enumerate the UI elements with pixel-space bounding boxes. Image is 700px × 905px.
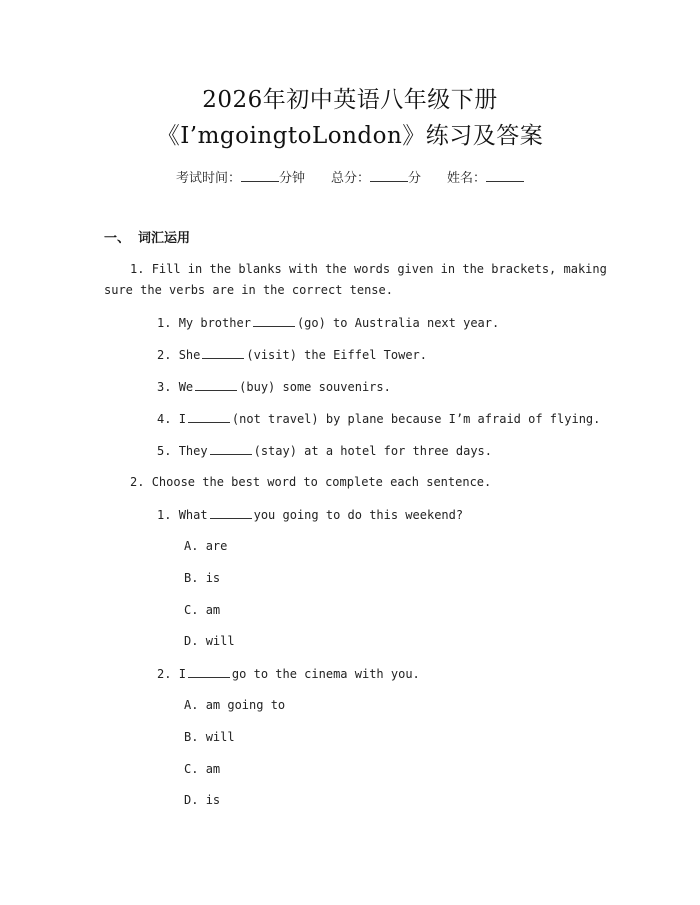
section-number: 一、 [104, 231, 131, 246]
item-text: (buy) some souvenirs. [239, 380, 391, 394]
option-letter: C. [184, 603, 199, 617]
list-item [157, 505, 463, 524]
option-text: will [205, 730, 235, 744]
answer-blank[interactable] [202, 345, 244, 359]
option-text: am going to [205, 698, 286, 712]
list-item [157, 313, 499, 332]
question-number: 1. [130, 262, 145, 276]
answer-blank[interactable] [188, 664, 230, 678]
total-score-blank [370, 167, 408, 182]
option-d[interactable] [184, 791, 220, 809]
question-1-instruction-cont: sure the verbs are in the correct tense. [104, 283, 393, 297]
item-text: I [178, 412, 186, 426]
document-title-line-2: 《I’mgoingtoLondon》练习及答案 [156, 123, 544, 149]
answer-blank[interactable] [210, 505, 252, 519]
option-d[interactable] [184, 632, 235, 650]
item-number: 4. [157, 412, 172, 426]
item-text: you going to do this weekend? [253, 508, 464, 522]
item-text: I [178, 667, 186, 681]
answer-blank[interactable] [195, 377, 237, 391]
exam-info-row [0, 167, 700, 189]
total-score-label: 总分： [330, 171, 370, 186]
section-title: 词汇运用 [138, 231, 191, 246]
option-text: will [205, 634, 235, 648]
exam-time-unit: 分钟 [278, 171, 305, 186]
question-2-instruction [130, 473, 491, 491]
list-item [157, 441, 492, 460]
option-a[interactable] [184, 537, 227, 555]
option-c[interactable] [184, 760, 220, 778]
option-text: is [205, 793, 221, 807]
answer-blank[interactable] [188, 409, 230, 423]
option-b[interactable] [184, 728, 235, 746]
item-text: My brother [178, 316, 251, 330]
option-letter: B. [184, 571, 199, 585]
answer-blank[interactable] [210, 441, 252, 455]
option-letter: A. [184, 698, 199, 712]
answer-blank[interactable] [253, 313, 295, 327]
question-text: Choose the best word to complete each sentence. [151, 475, 492, 489]
exam-time-label: 考试时间： [175, 171, 241, 186]
option-text: am [205, 603, 221, 617]
student-name-label: 姓名： [447, 171, 487, 186]
list-item [157, 409, 600, 428]
item-text: They [178, 444, 208, 458]
item-text: What [178, 508, 208, 522]
item-number: 1. [157, 508, 172, 522]
student-name-blank [486, 167, 524, 182]
item-text: go to the cinema with you. [231, 667, 420, 681]
exam-time-blank [241, 167, 279, 182]
list-item [157, 664, 420, 683]
item-text: We [178, 380, 194, 394]
option-letter: C. [184, 762, 199, 776]
option-letter: B. [184, 730, 199, 744]
item-number: 3. [157, 380, 172, 394]
item-text: (go) to Australia next year. [296, 316, 500, 330]
option-b[interactable] [184, 569, 220, 587]
section-heading [104, 229, 190, 249]
item-number: 2. [157, 348, 172, 362]
item-number: 1. [157, 316, 172, 330]
option-c[interactable] [184, 601, 220, 619]
option-text: are [205, 539, 228, 553]
option-a[interactable] [184, 696, 285, 714]
item-text: She [178, 348, 201, 362]
option-letter: A. [184, 539, 199, 553]
document-title-line-1: 2026年初中英语八年级下册 [202, 87, 498, 113]
option-letter: D. [184, 793, 199, 807]
item-text: (visit) the Eiffel Tower. [246, 348, 427, 362]
list-item [157, 377, 391, 396]
item-text: (not travel) by plane because I’m afraid of flying. [231, 412, 601, 426]
question-1-instruction [130, 260, 607, 278]
item-number: 5. [157, 444, 172, 458]
option-letter: D. [184, 634, 199, 648]
total-score-unit: 分 [408, 171, 422, 186]
item-text: (stay) at a hotel for three days. [253, 444, 493, 458]
item-number: 2. [157, 667, 172, 681]
list-item [157, 345, 427, 364]
question-text: Fill in the blanks with the words given in the brackets, making [151, 262, 607, 276]
option-text: am [205, 762, 221, 776]
option-text: is [205, 571, 221, 585]
question-number: 2. [130, 475, 145, 489]
